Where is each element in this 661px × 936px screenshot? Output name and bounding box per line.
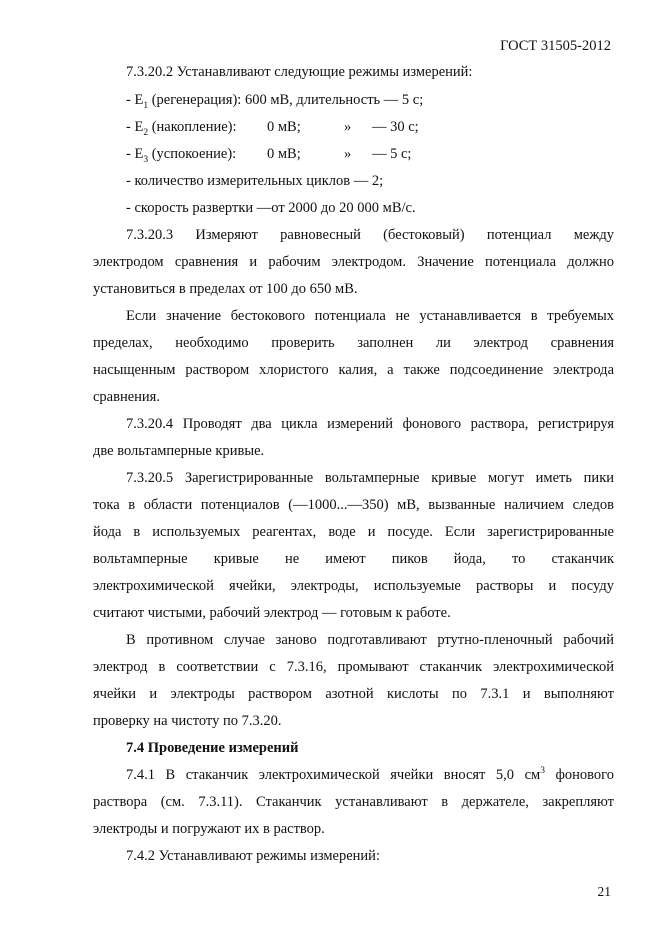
text-line	[126, 766, 614, 784]
regime-duration: — 30 с;	[372, 119, 419, 135]
text-line: 7.3.20.4 Проводят два цикла измерений фонового раствора, регистрируя	[126, 416, 614, 432]
text-line: две вольтамперные кривые.	[93, 443, 265, 459]
text: (накопление):	[148, 119, 237, 135]
regime-value: 0 мВ;	[267, 146, 301, 162]
text-line: - количество измерительных циклов — 2;	[126, 173, 384, 189]
text-line: насыщенным раствором хлористого калия, а также подсоединение электрода	[93, 362, 614, 378]
text-line: электрод в соответствии с 7.3.16, промывают стаканчик электрохимической	[93, 659, 614, 675]
page-number: 21	[597, 884, 611, 899]
text-line: 7.3.20.5 Зарегистрированные вольтамперные кривые могут иметь пики	[126, 470, 614, 486]
text-line: электроды и погружают их в раствор.	[93, 821, 325, 837]
document-code-header: ГОСТ 31505-2012	[500, 38, 611, 54]
subscript: 1	[143, 100, 149, 111]
text-line: В противном случае заново подготавливают ртутно-пленочный рабочий	[126, 632, 614, 648]
text-line: 7.3.20.2 Устанавливают следующие режимы измерений:	[126, 64, 473, 80]
text-line: считают чистыми, рабочий электрод — готовым к работе.	[93, 605, 451, 621]
text-line: раствора (см. 7.3.11). Стаканчик устанавливают в держателе, закрепляют	[93, 794, 614, 810]
ditto-mark: »	[344, 146, 352, 162]
text: - E	[126, 119, 144, 135]
text-line: ячейки и электроды раствором азотной кислоты по 7.3.1 и выполняют	[93, 686, 614, 702]
text-line: 7.3.20.3 Измеряют равновесный (бестоковый) потенциал между	[126, 227, 614, 243]
text-line: вольтамперные кривые не имеют пиков йода, то стаканчик	[93, 551, 614, 567]
text: 7.4.1 В стаканчик электрохимической ячейки вносят 5,0 см	[126, 767, 541, 783]
text-line: сравнения.	[93, 389, 160, 405]
text-line: 7.4.2 Устанавливают режимы измерений:	[126, 848, 380, 864]
text-line: йода в используемых реагентах, воде и посуде. Если зарегистрированные	[93, 524, 614, 540]
text: - E	[126, 92, 144, 108]
regime-value: 0 мВ;	[267, 119, 301, 135]
regime-duration: — 5 с;	[372, 146, 412, 162]
text: фонового	[544, 767, 614, 783]
text: - E	[126, 146, 144, 162]
subscript: 3	[143, 154, 149, 165]
regime-e2-line	[126, 118, 614, 136]
section-heading: 7.4 Проведение измерений	[126, 740, 299, 756]
text-line: Если значение бестокового потенциала не устанавливается в требуемых	[126, 308, 614, 324]
text-line: - скорость развертки —от 2000 до 20 000 мВ/с.	[126, 200, 416, 216]
text: (успокоение):	[148, 146, 237, 162]
subscript: 2	[143, 127, 149, 138]
regime-label	[126, 118, 267, 136]
text-line: тока в области потенциалов (—1000...—350) мВ, вызванные наличием следов	[93, 497, 614, 513]
regime-e1-line	[126, 91, 614, 109]
text-line: электродом сравнения и рабочим электродом. Значение потенциала должно	[93, 254, 614, 270]
text-line: установиться в пределах от 100 до 650 мВ.	[93, 281, 358, 297]
ditto-mark: »	[344, 119, 352, 135]
text-line: проверку на чистоту по 7.3.20.	[93, 713, 282, 729]
text-line: пределах, необходимо проверить заполнен ли электрод сравнения	[93, 335, 614, 351]
regime-e3-line	[126, 145, 614, 163]
text: (регенерация): 600 мВ, длительность — 5 с;	[148, 92, 424, 108]
text-line: электрохимической ячейки, электроды, используемые растворы и посуду	[93, 578, 614, 594]
regime-label	[126, 145, 267, 163]
superscript: 3	[540, 766, 545, 777]
